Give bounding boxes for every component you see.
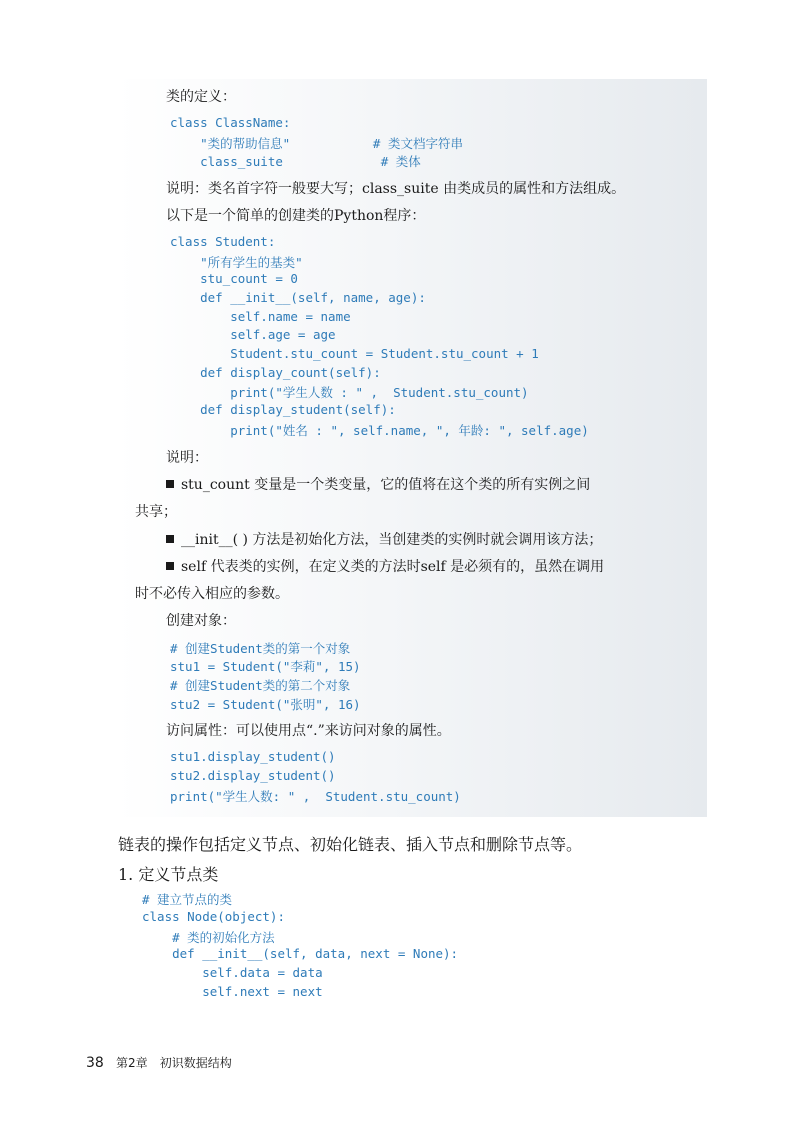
code-line: stu2 = Student("张明", 16) [170, 697, 361, 712]
code-line: class_suite # 类体 [170, 154, 421, 169]
bullet-item [166, 475, 590, 495]
chapter-label: 第2章 [115, 1056, 148, 1070]
note-class-naming: 说明：类名首字符一般要大写；class_suite 由类成员的属性和方法组成。 [166, 181, 626, 197]
section-title: 1. 定义节点类 [118, 865, 219, 884]
code-line: # 类的初始化方法 [142, 930, 275, 945]
code-line: stu_count = 0 [170, 271, 298, 286]
code-line: class Student: [170, 234, 276, 249]
page-footer [86, 1054, 232, 1071]
bullet-text: stu_count 变量是一个类变量，它的值将在这个类的所有实例之间 [181, 477, 591, 493]
code-line: # 建立节点的类 [142, 892, 233, 907]
body-paragraph: 链表的操作包括定义节点、初始化链表、插入节点和删除节点等。 [118, 835, 583, 854]
chapter-title: 初识数据结构 [159, 1056, 232, 1070]
bullet-item [166, 530, 602, 550]
code-line: self.age = age [170, 327, 336, 342]
code-line: # 创建Student类的第一个对象 [170, 641, 351, 656]
bullet-square-icon [166, 535, 174, 543]
code-line: # 创建Student类的第二个对象 [170, 678, 351, 693]
intro-text: 以下是一个简单的创建类的Python程序： [166, 208, 426, 224]
code-line: self.next = next [142, 984, 323, 999]
code-line: class Node(object): [142, 909, 285, 924]
code-line: stu1.display_student() [170, 749, 336, 764]
bullet-square-icon [166, 562, 174, 570]
bullet-text: __init__( ) 方法是初始化方法，当创建类的实例时就会调用该方法； [181, 532, 603, 548]
create-object-heading: 创建对象： [166, 613, 236, 629]
code-line: print("姓名 : ", self.name, ", 年龄: ", self.age) [170, 423, 589, 438]
code-line: self.data = data [142, 965, 323, 980]
code-line: def __init__(self, data, next = None): [142, 946, 459, 961]
code-line: print("学生人数: " , Student.stu_count) [170, 789, 461, 804]
code-line: stu1 = Student("李莉", 15) [170, 659, 361, 674]
code-line: print("学生人数 : " , Student.stu_count) [170, 385, 529, 400]
code-line: class ClassName: [170, 115, 291, 130]
bullet-continuation: 时不必传入相应的参数。 [135, 586, 289, 602]
bullet-square-icon [166, 480, 174, 488]
code-line: def __init__(self, name, age): [170, 290, 426, 305]
access-attribute-text: 访问属性：可以使用点“.”来访问对象的属性。 [166, 723, 451, 739]
bullet-item [166, 557, 604, 577]
code-line: stu2.display_student() [170, 768, 336, 783]
code-line: def display_count(self): [170, 365, 381, 380]
note-heading: 说明： [166, 450, 208, 466]
code-line: "所有学生的基类" [170, 255, 303, 270]
bullet-continuation: 共享； [135, 504, 177, 520]
code-line: self.name = name [170, 309, 351, 324]
class-def-heading: 类的定义： [166, 89, 236, 105]
code-line: Student.stu_count = Student.stu_count + 1 [170, 346, 539, 361]
code-line: "类的帮助信息" # 类文档字符串 [170, 136, 463, 151]
page-number: 38 [86, 1055, 104, 1071]
bullet-text: self 代表类的实例，在定义类的方法时self 是必须有的，虽然在调用 [181, 559, 605, 575]
code-line: def display_student(self): [170, 402, 396, 417]
